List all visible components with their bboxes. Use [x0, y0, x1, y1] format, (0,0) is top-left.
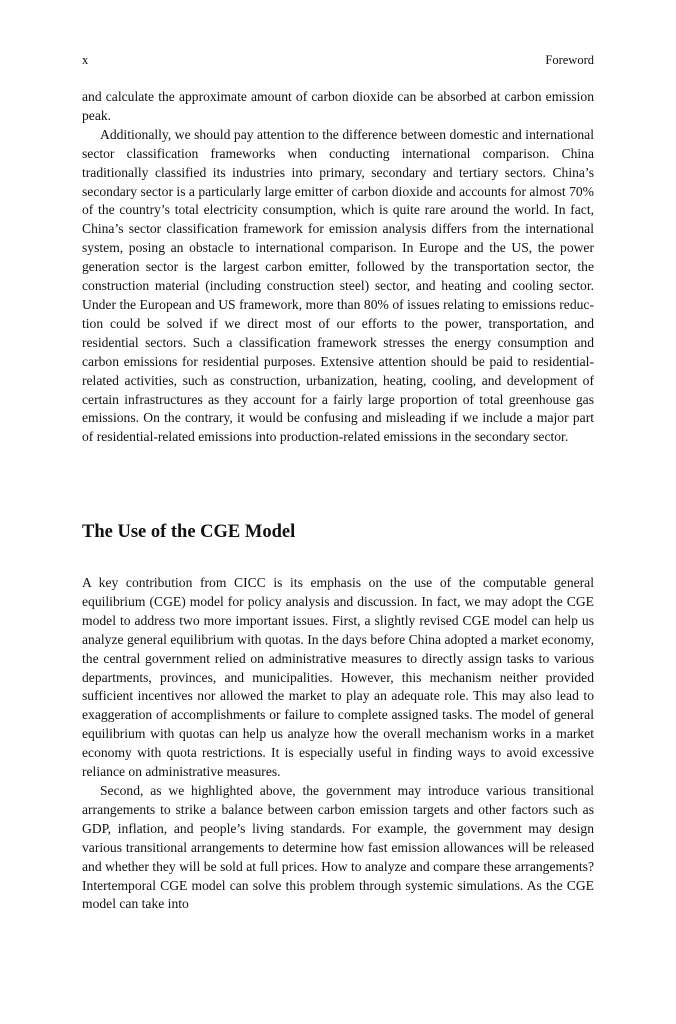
paragraph-transitional-arrangements: Second, as we highlighted above, the government may introduce various transitional arrangements to strike a balance between carbon emission targets and other factors such as GDP, inflation, and people’s living standards. For example, the government may design various transitional arrangements to determine how fast emission allowances will be released and whether they will be sold at full prices. How to analyze and compare these arrangements? Intertemporal CGE model can solve this problem through systemic simulations. As the CGE model can take into: [82, 782, 594, 912]
paragraph-sector-classification: Additionally, we should pay attention to the difference between domestic and international sector classification frameworks when conducting international comparison. China traditionally classified its industries into primary, secondary and tertiary sectors. China’s secondary sector is a particularly large emitter of carbon dioxide and accounts for almost 70% of the country’s total electricity consumption, which is quite rare around the world. In fact, China’s sector classification framework for emission analysis differs from the international system, posing an obstacle to international comparison. In Europe and the US, the power generation sector is the largest carbon emitter, followed by the transportation sector, the construction material (including construction steel) sector, and heating and cooling sector. Under the European and US framework, more than 80% of issues relating to emissions reduction could be solved if we direct most of our efforts to the power, transportation, and residential sectors. Such a classification framework stresses the energy consumption and carbon emissions for residential purposes. Extensive attention should be paid to residential-related activities, such as construction, urbanization, heating, cooling, and development of certain infrastructures as they account for a fairly large proportion of total greenhouse gas emissions. On the contrary, it would be confusing and misleading if we include a major part of residential-related emissions into production-related emissions in the secondary sector.: [82, 126, 594, 445]
paragraph-cge-contribution: A key contribution from CICC is its emphasis on the use of the computable general equilibrium (CGE) model for policy analysis and discussion. In fact, we may adopt the CGE model to address two more important issues. First, a slightly revised CGE model can help us analyze general equilibrium with quotas. In the days before China adopted a market economy, the central government relied on administrative measures to directly assign tasks to various departments, provinces, and municipalities. However, this mechanism neither provided sufficient incentives nor allowed the market to play an adequate role. This may also lead to exaggeration of accomplishments or failure to complete assigned tasks. The model of general equilibrium with quotas can help us analyze how the overall mechanism works in a market economy with quota restrictions. It is especially useful in finding ways to avoid excessive reliance on administrative measures.: [82, 575, 594, 780]
cge-section-text: [82, 574, 594, 914]
running-title: Foreword: [545, 53, 594, 67]
running-header: [82, 52, 594, 68]
carbon-section-text: [82, 88, 594, 447]
page-number: x: [82, 53, 89, 67]
section-heading: The Use of the CGE Model: [82, 522, 296, 542]
paragraph-continued: and calculate the approximate amount of carbon dioxide can be absorbed at carbon emission peak.: [82, 89, 594, 123]
